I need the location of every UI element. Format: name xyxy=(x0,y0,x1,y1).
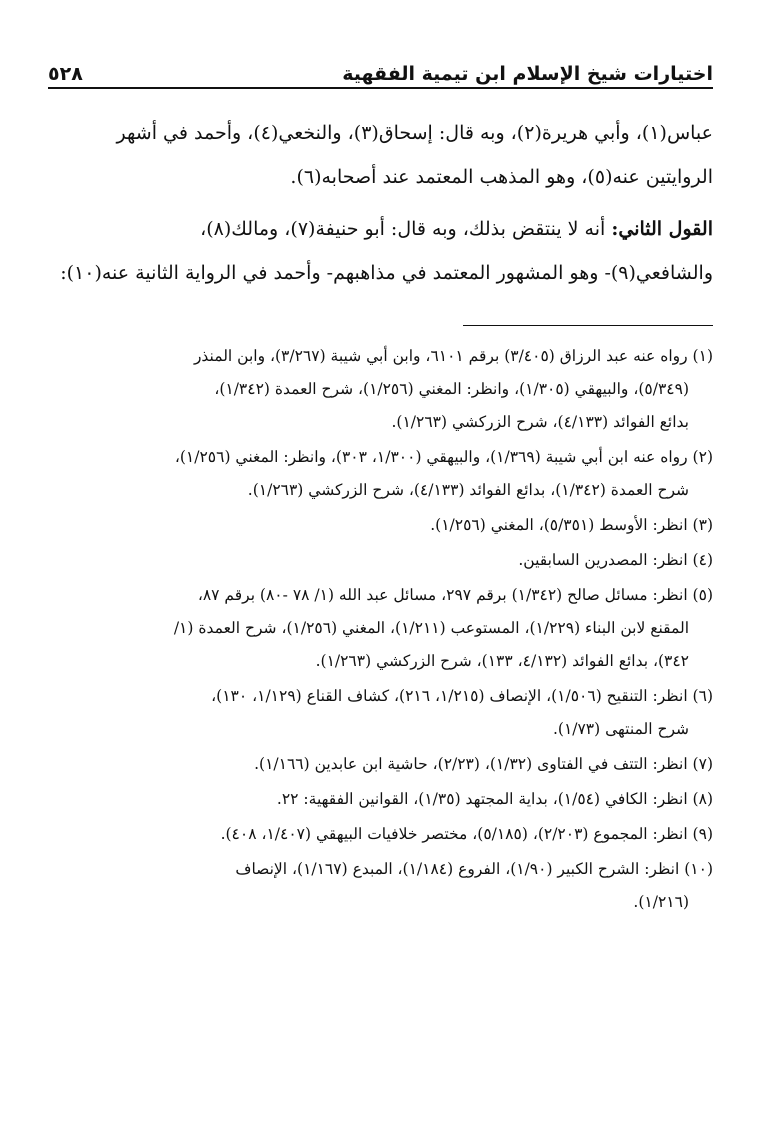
footnote-1 xyxy=(48,340,713,439)
footnote-line: (٧) انظر: التتف في الفتاوى (١/٣٢)، (٢/٢٣)، حاشية ابن عابدين (١/١٦٦). xyxy=(254,755,713,773)
footnote-line: شرح المنتهى (١/٧٣). xyxy=(552,720,689,738)
paragraph-second-opinion xyxy=(48,207,713,295)
footnote-line: ٣٤٢)، بدائع الفوائد (٤/١٣٢، ١٣٣)، شرح الزركشي (١/٢٦٣). xyxy=(315,652,689,670)
paragraph-first-opinion xyxy=(48,111,713,199)
text-line: الروايتين عنه(٥)، وهو المذهب المعتمد عند أصحابه(٦). xyxy=(290,166,713,188)
running-title: اختيارات شيخ الإسلام ابن تيمية الفقهية xyxy=(342,63,713,85)
footnotes xyxy=(48,340,713,919)
text-line: عباس(١)، وأبي هريرة(٢)، وبه قال: إسحاق(٣)، والنخعي(٤)، وأحمد في أشهر xyxy=(116,122,713,144)
footnote-line: (٨) انظر: الكافي (١/٥٤)، بداية المجتهد (١/٣٥)، القوانين الفقهية: ٢٢. xyxy=(276,790,713,808)
footnote-6 xyxy=(48,680,713,746)
footnote-3 xyxy=(48,509,713,542)
footnote-line: (٤) انظر: المصدرين السابقين. xyxy=(518,551,713,569)
footnote-line: (٥) انظر: مسائل صالح (١/٣٤٢) برقم ٢٩٧، مسائل عبد الله (١/ ٧٨ -٨٠) برقم ٨٧، xyxy=(197,586,713,604)
book-page xyxy=(48,55,713,1085)
main-text xyxy=(48,111,713,295)
footnote-line: (٦) انظر: التنقيح (١/٥٠٦)، الإنصاف (١/٢١٥، ٢١٦)، كشاف القناع (١/١٢٩، ١٣٠)، xyxy=(211,687,713,705)
text-line: أنه لا ينتقض بذلك، وبه قال: أبو حنيفة(٧)، ومالك(٨)، xyxy=(200,218,606,240)
footnote-8 xyxy=(48,783,713,816)
footnote-line: (١) رواه عنه عبد الرزاق (٣/٤٠٥) برقم ٦١٠١، وابن أبي شيبة (٣/٢٦٧)، وابن المنذر xyxy=(193,347,713,365)
footnote-2 xyxy=(48,441,713,507)
footnote-line: (١٠) انظر: الشرح الكبير (١/٩٠)، الفروع (١/١٨٤)، المبدع (١/١٦٧)، الإنصاف xyxy=(235,860,713,878)
footnote-divider xyxy=(463,325,713,326)
running-header xyxy=(48,55,713,89)
footnote-5 xyxy=(48,579,713,678)
second-opinion-heading: القول الثاني: xyxy=(611,218,713,240)
footnote-line: (٩) انظر: المجموع (٢/٢٠٣)، (٥/١٨٥)، مختصر خلافيات البيهقي (١/٤٠٧، ٤٠٨). xyxy=(220,825,713,843)
footnote-7 xyxy=(48,748,713,781)
footnote-line: شرح العمدة (١/٣٤٢)، بدائع الفوائد (٤/١٣٣)، شرح الزركشي (١/٢٦٣). xyxy=(247,481,689,499)
footnote-line: بدائع الفوائد (٤/١٣٣)، شرح الزركشي (١/٢٦٣). xyxy=(391,413,689,431)
footnote-line: (٥/٣٤٩)، والبيهقي (١/٣٠٥)، وانظر: المغني (١/٢٥٦)، شرح العمدة (١/٣٤٢)، xyxy=(214,380,689,398)
footnote-line: (٢) رواه عنه ابن أبي شيبة (١/٣٦٩)، والبيهقي (١/٣٠٠، ٣٠٣)، وانظر: المغني (١/٢٥٦)، xyxy=(174,448,713,466)
footnote-9 xyxy=(48,818,713,851)
text-line: والشافعي(٩)- وهو المشهور المعتمد في مذاهبهم- وأحمد في الرواية الثانية عنه(١٠): xyxy=(60,262,713,284)
page-number: ٥٢٨ xyxy=(48,63,83,85)
footnote-line: المقنع لابن البناء (١/٢٢٩)، المستوعب (١/٢١١)، المغني (١/٢٥٦)، شرح العمدة (١/ xyxy=(173,619,689,637)
footnote-line: (٣) انظر: الأوسط (٥/٣٥١)، المغني (١/٢٥٦). xyxy=(430,516,713,534)
footnote-10 xyxy=(48,853,713,919)
footnote-4 xyxy=(48,544,713,577)
footnote-line: (١/٢١٦). xyxy=(633,893,689,911)
